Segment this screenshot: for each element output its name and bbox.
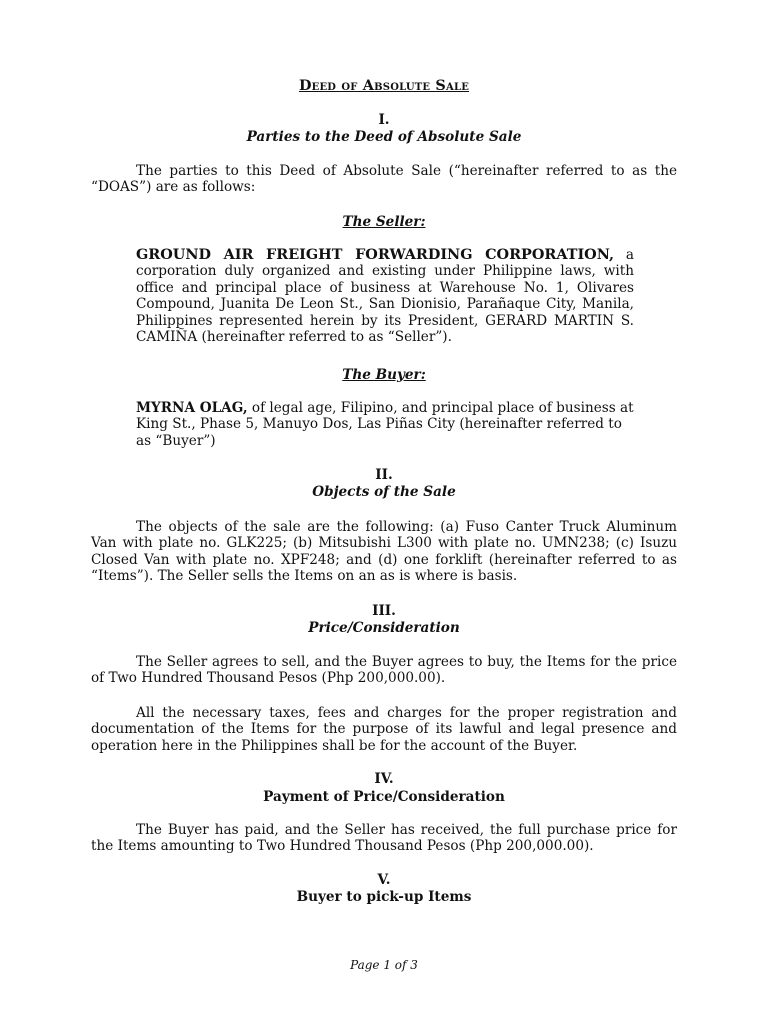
seller-paragraph — [136, 247, 634, 345]
section-4-text: The Buyer has paid, and the Seller has received, the full purchase price for the Items amounting to Two Hundred Thousand Pesos (Php 200,000.00). — [91, 822, 677, 855]
seller-details: a corporation duly organized and existing under Philippine laws, with office and principal place of business at Warehouse No. 1, Olivares Compound, Juanita De Leon St., San Dionisio, Parañaque City, Manila, Philippines represented herein by its President, GERARD MARTIN S. CAMIÑA (hereinafter referred to as “Seller”). — [136, 247, 634, 346]
section-3-text-1: The Seller agrees to sell, and the Buyer agrees to buy, the Items for the price of Two Hundred Thousand Pesos (Php 200,000.00). — [91, 654, 677, 687]
buyer-heading: The Buyer: — [342, 367, 426, 383]
seller-name: GROUND AIR FREIGHT FORWARDING CORPORATION, — [136, 246, 614, 263]
section-3-text-2: All the necessary taxes, fees and charges for the proper registration and documentation of the Items for the purpose of its lawful and legal presence and operation here in the Philippines shall be for the account of the Buyer. — [91, 705, 677, 754]
buyer-details: of legal age, Filipino, and principal place of business at King St., Phase 5, Manuyo Dos, Las Piñas City (hereinafter referred to as “Buyer”) — [136, 400, 634, 449]
buyer-paragraph — [136, 400, 634, 449]
section-3-numeral: III. — [372, 603, 396, 619]
section-1-numeral: I. — [378, 112, 390, 128]
section-1-heading: Parties to the Deed of Absolute Sale — [246, 129, 522, 145]
seller-heading: The Seller: — [342, 214, 426, 230]
section-2-text: The objects of the sale are the following: (a) Fuso Canter Truck Aluminum Van with plate no. GLK225; (b) Mitsubishi L300 with plate no. UMN238; (c) Isuzu Closed Van with plate no. XPF248; and (d) one forklift (hereinafter referred to as “Items”). The Seller sells the Items on an as is where is basis. — [91, 519, 677, 585]
section-5-numeral: V. — [377, 872, 391, 888]
section-4-heading: Payment of Price/Consideration — [263, 789, 505, 805]
section-5-heading: Buyer to pick-up Items — [296, 889, 472, 905]
section-4-numeral: IV. — [374, 771, 394, 787]
buyer-name: MYRNA OLAG, — [136, 400, 248, 416]
page-number: Page 1 of 3 — [350, 958, 418, 972]
section-2-numeral: II. — [375, 467, 393, 483]
section-2-heading: Objects of the Sale — [312, 484, 456, 500]
document-title: Deed of Absolute Sale — [298, 77, 470, 94]
section-1-intro: The parties to this Deed of Absolute Sale (“hereinafter referred to as the “DOAS”) are as follows: — [91, 163, 677, 196]
section-3-heading: Price/Consideration — [308, 620, 460, 636]
